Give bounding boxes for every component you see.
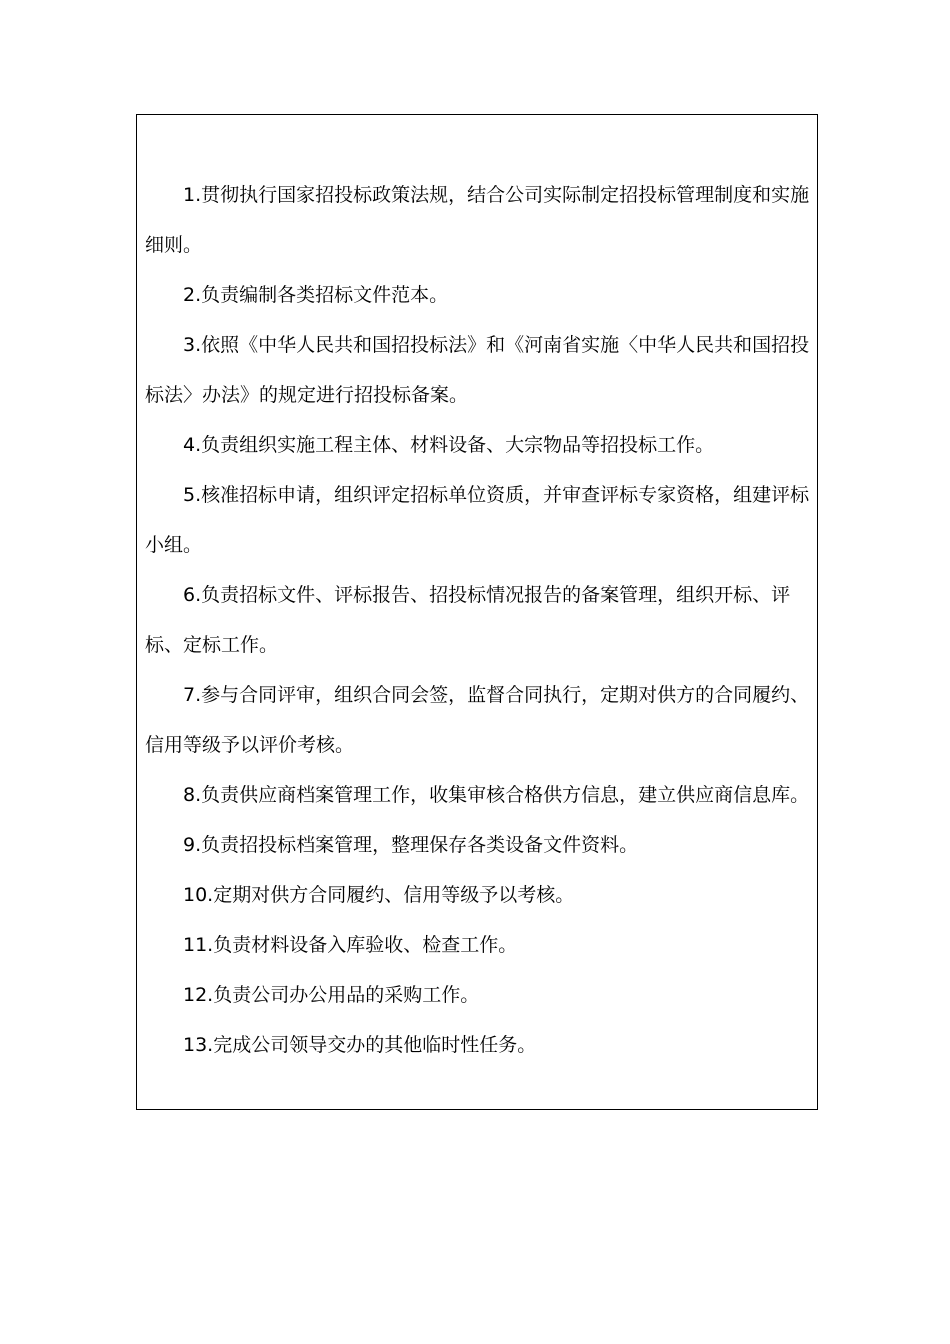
duty-item-6: 6.负责招标文件、评标报告、招投标情况报告的备案管理，组织开标、评标、定标工作。	[145, 584, 791, 656]
duties-table-cell	[136, 114, 818, 1110]
duty-item-11: 11.负责材料设备入库验收、检查工作。	[183, 934, 518, 956]
duty-item-12: 12.负责公司办公用品的采购工作。	[183, 984, 480, 1006]
duty-item-5: 5.核准招标申请，组织评定招标单位资质，并审查评标专家资格，组建评标小组。	[145, 484, 810, 556]
duty-item-4: 4.负责组织实施工程主体、材料设备、大宗物品等招投标工作。	[183, 434, 715, 456]
duty-item-13: 13.完成公司领导交办的其他临时性任务。	[183, 1034, 537, 1056]
duty-item-2: 2.负责编制各类招标文件范本。	[183, 284, 449, 306]
duty-item-3: 3.依照《中华人民共和国招投标法》和《河南省实施〈中华人民共和国招投标法〉办法》的规定进行招投标备案。	[145, 334, 810, 406]
duty-item-7: 7.参与合同评审，组织合同会签，监督合同执行，定期对供方的合同履约、信用等级予以评价考核。	[145, 684, 810, 756]
duty-item-10: 10.定期对供方合同履约、信用等级予以考核。	[183, 884, 575, 906]
duty-item-8: 8.负责供应商档案管理工作，收集审核合格供方信息，建立供应商信息库。	[183, 784, 810, 806]
duty-item-1: 1.贯彻执行国家招投标政策法规，结合公司实际制定招投标管理制度和实施细则。	[145, 184, 810, 256]
duty-list	[145, 170, 813, 1070]
duty-item-9: 9.负责招投标档案管理，整理保存各类设备文件资料。	[183, 834, 639, 856]
